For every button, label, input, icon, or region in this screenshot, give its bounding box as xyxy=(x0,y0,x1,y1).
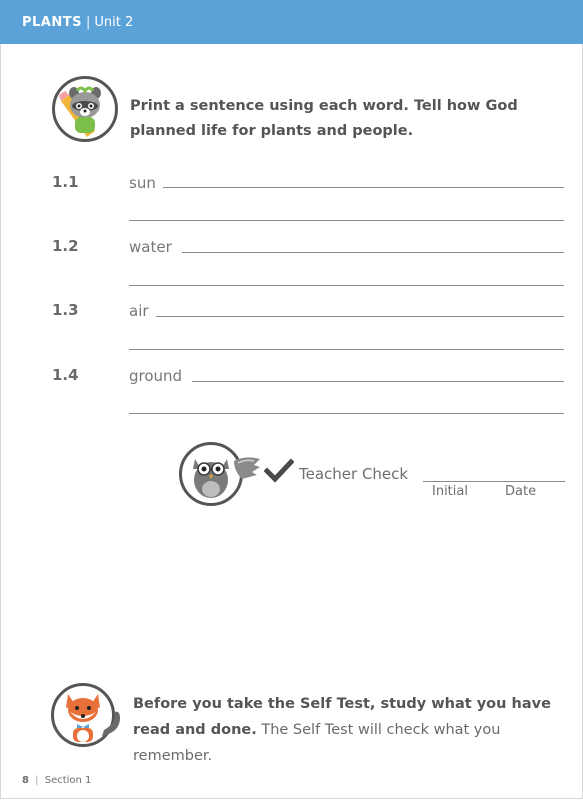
answer-line[interactable] xyxy=(129,285,564,286)
answer-line[interactable] xyxy=(182,252,564,253)
owl-wing-icon xyxy=(232,455,262,481)
answer-line[interactable] xyxy=(156,316,564,317)
fox-tail-icon xyxy=(100,708,124,738)
exercise-word: ground xyxy=(129,367,183,385)
exercise-number: 1.4 xyxy=(52,366,79,384)
exercise-number: 1.1 xyxy=(52,173,79,191)
page-number: 8 xyxy=(22,775,29,786)
header-separator: | xyxy=(85,14,91,30)
raccoon-pencil-icon xyxy=(52,76,118,142)
header-bar xyxy=(0,0,583,44)
answer-line[interactable] xyxy=(163,187,564,188)
header-subject: PLANTS xyxy=(22,14,82,30)
teacher-check-label: Teacher Check xyxy=(299,465,409,483)
teacher-check-line[interactable] xyxy=(423,481,565,482)
answer-line[interactable] xyxy=(129,413,564,414)
answer-line[interactable] xyxy=(129,349,564,350)
date-label: Date xyxy=(505,484,537,499)
exercise-number: 1.2 xyxy=(52,237,79,255)
footer xyxy=(22,775,91,786)
initial-label: Initial xyxy=(432,484,468,499)
study-note-normal: The Self Test will check what you remember. xyxy=(133,722,501,764)
section-label: Section 1 xyxy=(44,775,92,786)
instruction-text: Print a sentence using each word. Tell how God planned life for plants and people. xyxy=(130,98,518,139)
exercise-number: 1.3 xyxy=(52,301,79,319)
answer-line[interactable] xyxy=(129,220,564,221)
exercise-word: air xyxy=(129,302,149,320)
study-note-bold: Before you take the Self Test, study what you have read and done. xyxy=(133,696,551,738)
checkmark-icon xyxy=(264,458,294,484)
study-note xyxy=(133,691,573,769)
header-unit: Unit 2 xyxy=(94,14,134,30)
exercise-word: sun xyxy=(129,174,156,192)
footer-separator: | xyxy=(35,775,39,786)
exercise-word: water xyxy=(129,238,172,256)
answer-line[interactable] xyxy=(192,381,564,382)
